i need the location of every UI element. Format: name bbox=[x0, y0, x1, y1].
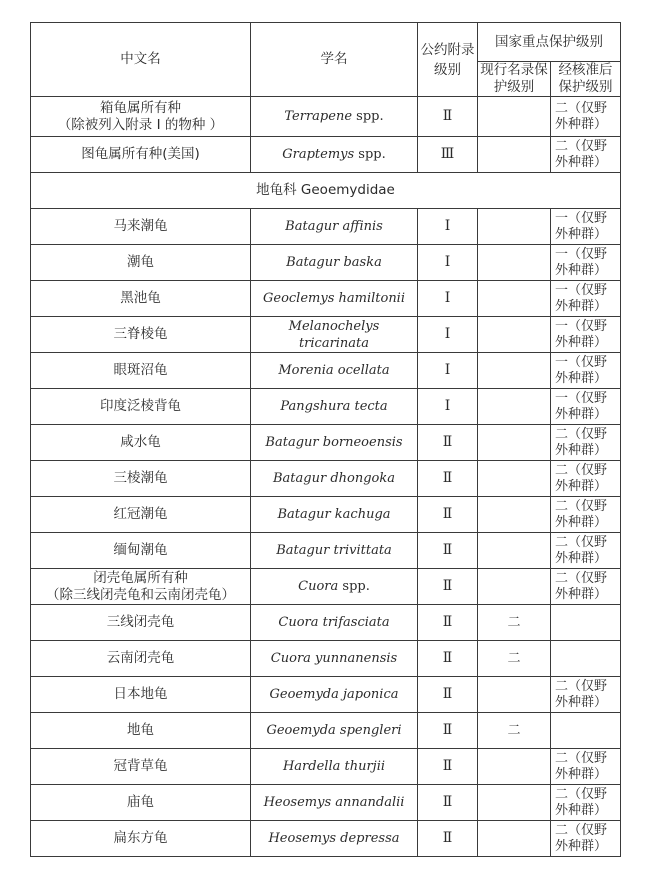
chinese-name-cell bbox=[31, 821, 251, 857]
approved-level-cell bbox=[551, 137, 621, 173]
appendix-level-cell: Ⅱ bbox=[418, 785, 478, 821]
table-row bbox=[31, 209, 621, 245]
current-level-cell bbox=[478, 317, 551, 353]
scientific-name-cell bbox=[251, 389, 418, 425]
approved-level-cell bbox=[551, 209, 621, 245]
scientific-name: Batagur dhongoka bbox=[273, 471, 395, 486]
text-line: 外种群） bbox=[555, 262, 608, 278]
scientific-name: Cuora bbox=[298, 579, 339, 594]
appendix-level-cell: Ⅱ bbox=[418, 569, 478, 605]
chinese-name-cell bbox=[31, 281, 251, 317]
header-current-list-level: 现行名录保护级别 bbox=[478, 62, 551, 97]
spp-suffix: spp. bbox=[352, 109, 384, 124]
current-level-cell: 二 bbox=[478, 713, 551, 749]
text-line: 地龟 bbox=[127, 722, 154, 738]
text-line: 一（仅野 bbox=[555, 354, 608, 370]
text-line: 二（仅野 bbox=[555, 678, 608, 694]
scientific-name: Cuora yunnanensis bbox=[270, 651, 398, 666]
text-line: 外种群） bbox=[555, 334, 608, 350]
text-line: 外种群） bbox=[555, 154, 608, 170]
scientific-name-cell bbox=[251, 785, 418, 821]
chinese-name-cell bbox=[31, 461, 251, 497]
approved-level-cell bbox=[551, 641, 621, 677]
current-level-cell bbox=[478, 97, 551, 137]
appendix-level-cell: Ⅱ bbox=[418, 97, 478, 137]
chinese-name-cell bbox=[31, 605, 251, 641]
text-line: 三线闭壳龟 bbox=[106, 614, 175, 630]
table-row bbox=[31, 677, 621, 713]
scientific-name-cell bbox=[251, 569, 418, 605]
scientific-name-cell bbox=[251, 245, 418, 281]
appendix-level-cell: Ⅰ bbox=[418, 209, 478, 245]
chinese-name-cell bbox=[31, 749, 251, 785]
scientific-name: Geoemyda japonica bbox=[269, 687, 399, 702]
text-line: 箱龟属所有种 bbox=[100, 99, 181, 116]
text-line: 印度泛棱背龟 bbox=[100, 398, 181, 414]
table-row bbox=[31, 281, 621, 317]
chinese-name-cell bbox=[31, 677, 251, 713]
text-line: 外种群） bbox=[555, 442, 608, 458]
text-line: 二（仅野 bbox=[555, 100, 608, 116]
text-line: 外种群） bbox=[555, 116, 608, 132]
approved-level-cell bbox=[551, 497, 621, 533]
scientific-name-cell bbox=[251, 605, 418, 641]
appendix-level-cell: Ⅰ bbox=[418, 317, 478, 353]
table-row bbox=[31, 137, 621, 173]
current-level-cell bbox=[478, 749, 551, 785]
text-line: 二（仅野 bbox=[555, 138, 608, 154]
scientific-name: Batagur affinis bbox=[285, 219, 383, 234]
table-row bbox=[31, 353, 621, 389]
scientific-name-cell bbox=[251, 821, 418, 857]
scientific-name: Heosemys annandalii bbox=[263, 795, 405, 810]
current-level-cell bbox=[478, 569, 551, 605]
text-line: 外种群） bbox=[555, 586, 608, 602]
text-line: 外种群） bbox=[555, 406, 608, 422]
current-level-cell bbox=[478, 209, 551, 245]
scientific-name: Hardella thurjii bbox=[282, 759, 386, 774]
text-line: 外种群） bbox=[555, 226, 608, 242]
approved-level-cell bbox=[551, 677, 621, 713]
appendix-level-cell: Ⅰ bbox=[418, 281, 478, 317]
text-line: 外种群） bbox=[555, 514, 608, 530]
scientific-name-cell bbox=[251, 209, 418, 245]
header-appendix-level: 公约附录级别 bbox=[418, 23, 478, 97]
current-level-cell bbox=[478, 281, 551, 317]
text-line: 图龟属所有种(美国) bbox=[81, 146, 200, 162]
family-row bbox=[31, 173, 621, 209]
appendix-level-cell: Ⅱ bbox=[418, 821, 478, 857]
scientific-name-cell bbox=[251, 749, 418, 785]
text-line: 外种群） bbox=[555, 298, 608, 314]
current-level-cell bbox=[478, 497, 551, 533]
scientific-name: Cuora trifasciata bbox=[278, 615, 390, 630]
scientific-name-cell bbox=[251, 425, 418, 461]
appendix-level-cell: Ⅱ bbox=[418, 749, 478, 785]
approved-level-cell bbox=[551, 389, 621, 425]
chinese-name-cell bbox=[31, 317, 251, 353]
table-row bbox=[31, 749, 621, 785]
approved-level-cell bbox=[551, 821, 621, 857]
current-level-cell bbox=[478, 821, 551, 857]
header-chinese-name: 中文名 bbox=[31, 23, 251, 97]
scientific-name: Batagur kachuga bbox=[277, 507, 391, 522]
chinese-name-cell bbox=[31, 533, 251, 569]
table-row bbox=[31, 497, 621, 533]
current-level-cell: 二 bbox=[478, 641, 551, 677]
table-row bbox=[31, 605, 621, 641]
approved-level-cell bbox=[551, 245, 621, 281]
appendix-level-cell: Ⅱ bbox=[418, 533, 478, 569]
spp-suffix: spp. bbox=[354, 147, 386, 162]
scientific-name: Geoclemys hamiltonii bbox=[262, 291, 406, 306]
text-line: 三脊棱龟 bbox=[113, 326, 168, 342]
header-scientific-name: 学名 bbox=[251, 23, 418, 97]
table-row bbox=[31, 461, 621, 497]
appendix-level-cell: Ⅰ bbox=[418, 245, 478, 281]
text-line: 潮龟 bbox=[127, 254, 154, 270]
current-level-cell bbox=[478, 353, 551, 389]
scientific-name: Batagur borneoensis bbox=[265, 435, 403, 450]
table-row bbox=[31, 317, 621, 353]
appendix-level-cell: Ⅰ bbox=[418, 389, 478, 425]
current-level-cell bbox=[478, 677, 551, 713]
text-line: 缅甸潮龟 bbox=[113, 542, 168, 558]
scientific-name-cell bbox=[251, 97, 418, 137]
chinese-name-cell bbox=[31, 245, 251, 281]
text-line: 一（仅野 bbox=[555, 390, 608, 406]
spp-suffix: spp. bbox=[338, 579, 370, 594]
text-line: 外种群） bbox=[555, 766, 608, 782]
chinese-name-cell bbox=[31, 425, 251, 461]
table-row bbox=[31, 641, 621, 677]
current-level-cell bbox=[478, 461, 551, 497]
current-level-cell: 二 bbox=[478, 605, 551, 641]
scientific-name-cell bbox=[251, 461, 418, 497]
text-line: 三棱潮龟 bbox=[113, 470, 168, 486]
scientific-name-cell bbox=[251, 281, 418, 317]
header-approved-level: 经核准后保护级别 bbox=[551, 62, 621, 97]
text-line: 二（仅野 bbox=[555, 534, 608, 550]
scientific-name-cell bbox=[251, 353, 418, 389]
text-line: 一（仅野 bbox=[555, 318, 608, 334]
current-level-cell bbox=[478, 389, 551, 425]
table-row bbox=[31, 821, 621, 857]
approved-level-cell bbox=[551, 353, 621, 389]
text-line: 二（仅野 bbox=[555, 786, 608, 802]
text-line: （除被列入附录 I 的物种 ） bbox=[57, 116, 224, 133]
text-line: 咸水龟 bbox=[120, 434, 161, 450]
scientific-name-cell bbox=[251, 533, 418, 569]
text-line: 二（仅野 bbox=[555, 462, 608, 478]
current-level-cell bbox=[478, 533, 551, 569]
text-line: 二（仅野 bbox=[555, 498, 608, 514]
text-line: 庙龟 bbox=[127, 794, 154, 810]
scientific-name: Melanochelys tricarinata bbox=[288, 318, 380, 351]
chinese-name-cell bbox=[31, 641, 251, 677]
text-line: 红冠潮龟 bbox=[113, 506, 168, 522]
chinese-name-cell bbox=[31, 97, 251, 137]
scientific-name-cell bbox=[251, 677, 418, 713]
species-protection-table bbox=[30, 22, 621, 857]
approved-level-cell bbox=[551, 461, 621, 497]
appendix-level-cell: Ⅱ bbox=[418, 605, 478, 641]
appendix-level-cell: Ⅲ bbox=[418, 137, 478, 173]
table-row bbox=[31, 533, 621, 569]
scientific-name: Pangshura tecta bbox=[280, 399, 388, 414]
table-row bbox=[31, 245, 621, 281]
current-level-cell bbox=[478, 245, 551, 281]
text-line: 二（仅野 bbox=[555, 570, 608, 586]
text-line: 扁东方龟 bbox=[113, 830, 168, 846]
table-row bbox=[31, 97, 621, 137]
scientific-name: Graptemys bbox=[282, 147, 355, 162]
text-line: 外种群） bbox=[555, 838, 608, 854]
scientific-name: Batagur trivittata bbox=[276, 543, 392, 558]
text-line: 一（仅野 bbox=[555, 282, 608, 298]
table-row bbox=[31, 569, 621, 605]
scientific-name: Heosemys depressa bbox=[268, 831, 400, 846]
chinese-name-cell bbox=[31, 137, 251, 173]
scientific-name-cell bbox=[251, 497, 418, 533]
text-line: 外种群） bbox=[555, 370, 608, 386]
text-line: （除三线闭壳龟和云南闭壳龟） bbox=[46, 586, 235, 603]
header-national-protection-level: 国家重点保护级别 bbox=[478, 23, 621, 62]
scientific-name-cell bbox=[251, 641, 418, 677]
chinese-name-cell bbox=[31, 209, 251, 245]
approved-level-cell bbox=[551, 785, 621, 821]
text-line: 马来潮龟 bbox=[113, 218, 168, 234]
scientific-name: Morenia ocellata bbox=[278, 363, 390, 378]
approved-level-cell bbox=[551, 713, 621, 749]
text-line: 外种群） bbox=[555, 802, 608, 818]
current-level-cell bbox=[478, 785, 551, 821]
approved-level-cell bbox=[551, 425, 621, 461]
text-line: 二（仅野 bbox=[555, 426, 608, 442]
text-line: 二（仅野 bbox=[555, 822, 608, 838]
chinese-name-cell bbox=[31, 353, 251, 389]
scientific-name: Geoemyda spengleri bbox=[266, 723, 402, 738]
text-line: 冠背草龟 bbox=[113, 758, 168, 774]
chinese-name-cell bbox=[31, 785, 251, 821]
approved-level-cell bbox=[551, 533, 621, 569]
chinese-name-cell bbox=[31, 497, 251, 533]
scientific-name-cell bbox=[251, 137, 418, 173]
text-line: 黑池龟 bbox=[120, 290, 161, 306]
scientific-name: Batagur baska bbox=[286, 255, 382, 270]
text-line: 外种群） bbox=[555, 694, 608, 710]
text-line: 一（仅野 bbox=[555, 246, 608, 262]
text-line: 闭壳龟属所有种 bbox=[93, 569, 188, 586]
chinese-name-cell bbox=[31, 713, 251, 749]
appendix-level-cell: Ⅱ bbox=[418, 497, 478, 533]
table-body bbox=[31, 97, 621, 857]
scientific-name-cell bbox=[251, 713, 418, 749]
text-line: 日本地龟 bbox=[113, 686, 168, 702]
appendix-level-cell: Ⅰ bbox=[418, 353, 478, 389]
approved-level-cell bbox=[551, 317, 621, 353]
approved-level-cell bbox=[551, 605, 621, 641]
table-row bbox=[31, 425, 621, 461]
text-line: 外种群） bbox=[555, 550, 608, 566]
scientific-name: Terrapene bbox=[284, 109, 353, 124]
appendix-level-cell: Ⅱ bbox=[418, 677, 478, 713]
scientific-name-cell bbox=[251, 317, 418, 353]
table-row bbox=[31, 785, 621, 821]
current-level-cell bbox=[478, 137, 551, 173]
current-level-cell bbox=[478, 425, 551, 461]
table-row bbox=[31, 713, 621, 749]
text-line: 眼斑沼龟 bbox=[113, 362, 168, 378]
appendix-level-cell: Ⅱ bbox=[418, 641, 478, 677]
table-row bbox=[31, 389, 621, 425]
chinese-name-cell bbox=[31, 569, 251, 605]
appendix-level-cell: Ⅱ bbox=[418, 461, 478, 497]
approved-level-cell bbox=[551, 569, 621, 605]
chinese-name-cell bbox=[31, 389, 251, 425]
approved-level-cell bbox=[551, 281, 621, 317]
approved-level-cell bbox=[551, 749, 621, 785]
text-line: 一（仅野 bbox=[555, 210, 608, 226]
appendix-level-cell: Ⅱ bbox=[418, 425, 478, 461]
text-line: 二（仅野 bbox=[555, 750, 608, 766]
appendix-level-cell: Ⅱ bbox=[418, 713, 478, 749]
text-line: 云南闭壳龟 bbox=[106, 650, 175, 666]
text-line: 外种群） bbox=[555, 478, 608, 494]
approved-level-cell bbox=[551, 97, 621, 137]
family-label: 地龟科 Geoemydidae bbox=[31, 173, 621, 209]
